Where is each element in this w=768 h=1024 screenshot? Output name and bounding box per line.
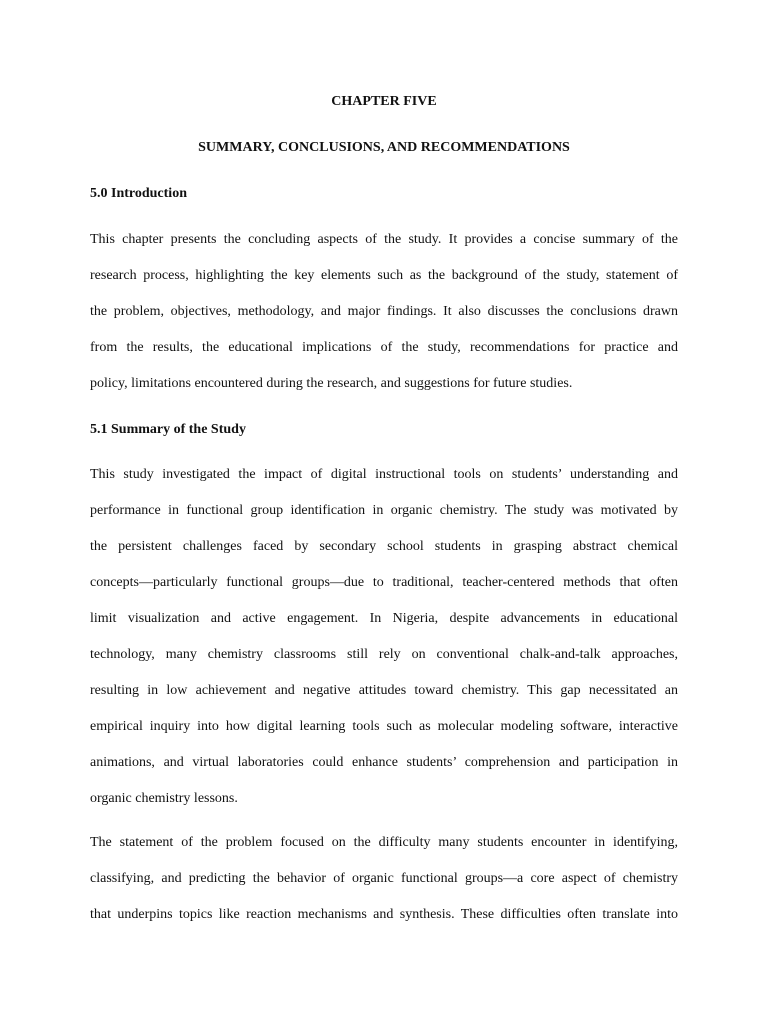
- text-line: concepts—particularly functional groups—due to traditional, teacher-centered methods that often: [90, 575, 678, 590]
- text-line: empirical inquiry into how digital learning tools such as molecular modeling software, interactive: [90, 719, 678, 734]
- text-line: from the results, the educational implications of the study, recommendations for practice and: [90, 340, 678, 355]
- text-line: policy, limitations encountered during the research, and suggestions for future studies.: [90, 376, 573, 391]
- text-line: This chapter presents the concluding aspects of the study. It provides a concise summary of the: [90, 232, 678, 247]
- text-line: technology, many chemistry classrooms still rely on conventional chalk-and-talk approaches,: [90, 647, 678, 662]
- text-line: that underpins topics like reaction mechanisms and synthesis. These difficulties often translate into: [90, 907, 678, 922]
- text-line: animations, and virtual laboratories could enhance students’ comprehension and participation in: [90, 755, 678, 770]
- text-line: classifying, and predicting the behavior of organic functional groups—a core aspect of chemistry: [90, 871, 678, 886]
- section-heading-summary: 5.1 Summary of the Study: [90, 422, 246, 437]
- section-heading-introduction: 5.0 Introduction: [90, 186, 187, 201]
- summary-paragraph-1: [90, 466, 678, 826]
- text-line: The statement of the problem focused on the difficulty many students encounter in identifying,: [90, 835, 678, 850]
- text-line: organic chemistry lessons.: [90, 791, 238, 806]
- introduction-paragraph: [90, 231, 678, 411]
- text-line: research process, highlighting the key elements such as the background of the study, statement of: [90, 268, 678, 283]
- text-line: the problem, objectives, methodology, and major findings. It also discusses the conclusions drawn: [90, 304, 678, 319]
- text-line: limit visualization and active engagement. In Nigeria, despite advancements in educational: [90, 611, 678, 626]
- text-line: resulting in low achievement and negative attitudes toward chemistry. This gap necessitated an: [90, 683, 678, 698]
- summary-paragraph-2: [90, 834, 678, 942]
- chapter-title: CHAPTER FIVE: [331, 94, 437, 109]
- text-line: performance in functional group identification in organic chemistry. The study was motivated by: [90, 503, 678, 518]
- chapter-subtitle: SUMMARY, CONCLUSIONS, AND RECOMMENDATIONS: [198, 140, 570, 155]
- text-line: the persistent challenges faced by secondary school students in grasping abstract chemical: [90, 539, 678, 554]
- text-line: This study investigated the impact of digital instructional tools on students’ understanding and: [90, 467, 678, 482]
